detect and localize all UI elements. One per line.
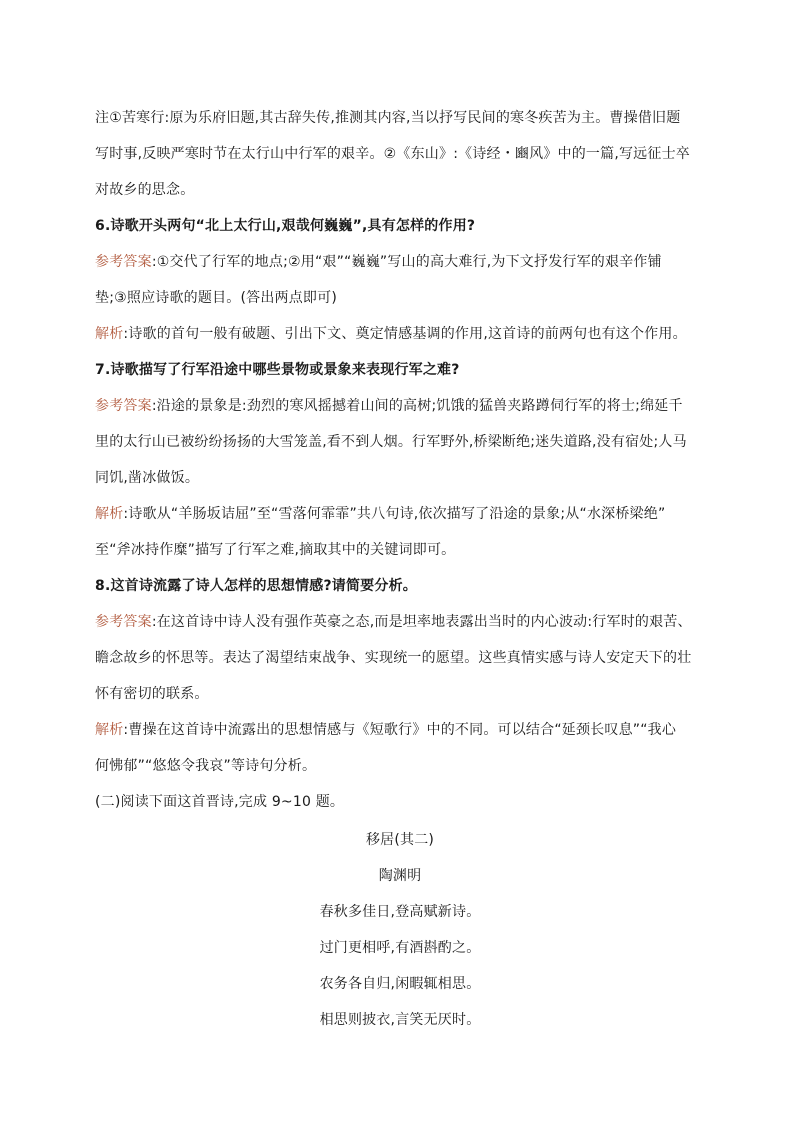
analysis-text: :诗歌从“羊肠坂诘屈”至“雪落何霏霏”共八句诗,依次描写了沿途的景象;从“水深桥梁绝” xyxy=(123,506,666,522)
answer-text: :在这首诗中诗人没有强作英豪之态,而是坦率地表露出当时的内心波动:行军时的艰苦、 xyxy=(151,614,692,630)
answer-label: 参考答案 xyxy=(95,398,152,414)
analysis-text: :诗歌的首句一般有破题、引出下文、奠定情感基调的作用,这首诗的前两句也有这个作用。 xyxy=(123,326,687,342)
answer-label: 参考答案 xyxy=(95,254,152,270)
poem-line: 过门更相呼,有酒斟酌之。 xyxy=(319,940,481,956)
answer-label: 参考答案 xyxy=(95,614,152,630)
answer-7-line: 同饥,凿冰做饭。 xyxy=(95,470,200,486)
poem-author: 陶渊明 xyxy=(378,868,422,884)
answer-8-line xyxy=(95,604,705,640)
document-body xyxy=(95,100,705,1038)
analysis-6-line xyxy=(95,316,705,352)
answer-8-line: 瞻念故乡的怀思等。表达了渴望结束战争、实现统一的愿望。这些真情实感与诗人安定天下的壮 xyxy=(95,650,692,666)
question-7: 7.诗歌描写了行军沿途中哪些景物或景象来表现行军之难? xyxy=(95,362,460,378)
analysis-8-line: 何怫郁”“悠悠令我哀”等诗句分析。 xyxy=(95,758,317,774)
answer-8-line: 怀有密切的联系。 xyxy=(95,686,209,702)
poem-line: 春秋多佳日,登高赋新诗。 xyxy=(319,904,481,920)
analysis-label: 解析 xyxy=(95,506,124,522)
poem-title: 移居(其二) xyxy=(365,832,435,848)
poem-line: 农务各自归,闲暇辄相思。 xyxy=(319,976,481,992)
analysis-label: 解析 xyxy=(95,326,124,342)
question-8: 8.这首诗流露了诗人怎样的思想情感?请简要分析。 xyxy=(95,578,417,594)
poem-line: 相思则披衣,言笑无厌时。 xyxy=(319,1012,481,1028)
answer-6-line xyxy=(95,244,705,280)
analysis-label: 解析 xyxy=(95,722,124,738)
footnote-line: 对故乡的思念。 xyxy=(95,182,195,198)
analysis-8-line xyxy=(95,712,705,748)
section-intro: (二)阅读下面这首晋诗,完成 9~10 题。 xyxy=(95,794,345,810)
answer-text: :沿途的景象是:劲烈的寒风摇撼着山间的高树;饥饿的猛兽夹路蹲伺行军的将士;绵延千 xyxy=(151,398,683,414)
question-6: 6.诗歌开头两句“北上太行山,艰哉何巍巍”,具有怎样的作用? xyxy=(95,218,476,234)
analysis-7-line: 至“斧冰持作糜”描写了行军之难,摘取其中的关键词即可。 xyxy=(95,542,456,558)
footnote-line: 写时事,反映严寒时节在太行山中行军的艰辛。②《东山》:《诗经・豳风》中的一篇,写远征士卒 xyxy=(95,146,690,162)
answer-7-line xyxy=(95,388,705,424)
footnote-line: 注①苦寒行:原为乐府旧题,其古辞失传,推测其内容,当以抒写民间的寒冬疾苦为主。曹操借旧题 xyxy=(95,110,681,126)
answer-6-line: 垫;③照应诗歌的题目。(答出两点即可) xyxy=(95,290,337,306)
answer-7-line: 里的太行山已被纷纷扬扬的大雪笼盖,看不到人烟。行军野外,桥梁断绝;迷失道路,没有宿处;人马 xyxy=(95,434,687,450)
answer-text: :①交代了行军的地点;②用“艰”“巍巍”写山的高大难行,为下文抒发行军的艰辛作铺 xyxy=(151,254,662,270)
analysis-text: :曹操在这首诗中流露出的思想情感与《短歌行》中的不同。可以结合“延颈长叹息”“我心 xyxy=(123,722,677,738)
analysis-7-line xyxy=(95,496,705,532)
